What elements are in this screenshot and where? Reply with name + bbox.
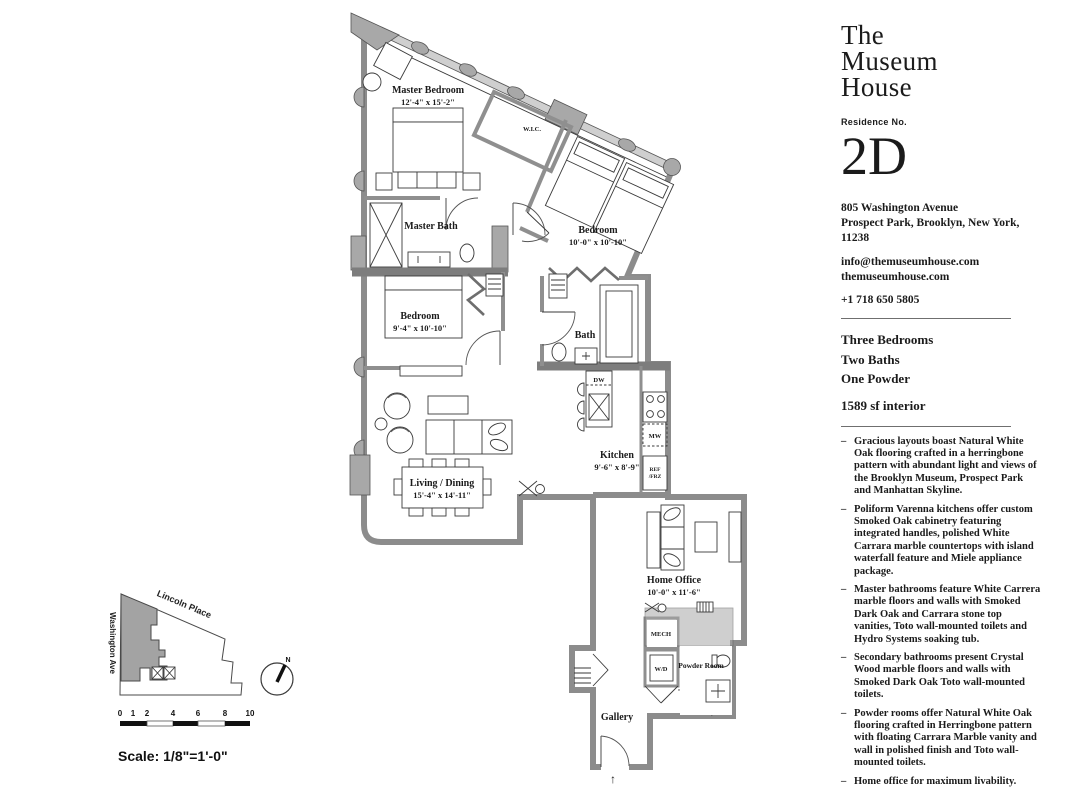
summary-bedrooms: Three Bedrooms (841, 332, 934, 347)
feature-text: Gracious layouts boast Natural White Oak flooring crafted in a herringbone pattern with abundant light and views of the Brooklyn Museum, Prospect Park and Manhattan Skyline. (854, 435, 1037, 497)
building-name: The Museum House (841, 20, 938, 102)
bullet-dash: – (841, 652, 847, 663)
scale-caption: Scale: 1/8"=1'-0" (118, 748, 228, 764)
feature-list (841, 435, 1041, 789)
room-dims-home-office: 10'-0" x 11'-6" (647, 587, 701, 597)
room-label-powder-room: Powder Room (678, 661, 724, 670)
bullet-dash: – (841, 435, 847, 447)
scale-tick-2: 2 (144, 709, 150, 718)
room-dims-living-dining: 15'-4" x 14'-11" (413, 490, 471, 500)
feature-item (841, 436, 1041, 498)
bullet-dash: – (841, 583, 847, 595)
room-dims-bedroom3: 9'-4" x 10'-10" (393, 323, 447, 333)
divider (841, 426, 1011, 427)
scale-tick-8: 8 (222, 709, 228, 718)
room-label-kitchen: Kitchen (600, 450, 634, 461)
room-label-wic: W.I.C. (522, 126, 542, 133)
room-label-bath: Bath (574, 330, 596, 341)
bullet-dash: – (841, 503, 847, 515)
feature-text: Master bathrooms feature White Carrera marble floors and walls with Smoked Dark Oak and Carrara stone top vanities, Toto wall-mounted toilets and Hydro Systems soaking tub. (854, 583, 1041, 645)
feature-text: Secondary bathrooms present Crystal Wood marble floors and walls with Smoked Dark Oak Toto wall-mounted toilets. (854, 652, 1025, 701)
appliance-label-frz: /FRZ (648, 474, 662, 480)
home-office-furniture (647, 505, 741, 570)
divider (841, 318, 1011, 319)
contact-phone: +1 718 650 5805 (841, 294, 920, 306)
info-sidebar (841, 20, 1041, 794)
scale-tick-10: 10 (245, 709, 255, 718)
compass-north-label: N (285, 657, 291, 664)
street-label-lincoln-place: Lincoln Place (155, 588, 213, 621)
entry-arrow: ↑ (610, 772, 616, 786)
feature-text: Poliform Varenna kitchens offer custom Smoked Oak cabinetry featuring integrated handles, polished White Carrara marble countertops with island waterfall feature and Miele appliance package. (854, 503, 1034, 577)
appliance-label-dw: DW (593, 377, 605, 384)
room-label-bedroom3: Bedroom (400, 311, 440, 322)
closet-doors (468, 268, 619, 686)
residence-number: 2D (841, 126, 907, 186)
address-line1: 805 Washington Avenue (841, 202, 959, 214)
room-label-master-bath: Master Bath (404, 221, 458, 232)
feature-item (841, 504, 1041, 578)
room-label-mech: MECH (650, 631, 672, 638)
appliance-label-ref: REF (649, 467, 661, 473)
scale-bar (118, 709, 255, 726)
scale-tick-4: 4 (170, 709, 176, 718)
compass (261, 657, 293, 695)
room-dims-master-bedroom: 12'-4" x 15'-2" (401, 97, 455, 107)
scale-tick-1: 1 (130, 709, 136, 718)
address-line2: Prospect Park, Brooklyn, New York, 11238 (841, 217, 1020, 244)
scale-tick-0: 0 (117, 709, 123, 718)
scale-tick-6: 6 (195, 709, 201, 718)
bullet-dash: – (841, 707, 847, 719)
contact-email: info@themuseumhouse.com (841, 256, 980, 268)
room-label-home-office: Home Office (646, 575, 702, 586)
master-bath-fixtures (370, 203, 474, 267)
room-dims-bedroom2: 10'-0" x 10'-10" (568, 237, 628, 247)
room-dims-kitchen: 9'-6" x 8'-9" (594, 462, 640, 472)
room-label-bedroom2: Bedroom (578, 225, 618, 236)
contact-website: themuseumhouse.com (841, 271, 950, 283)
room-label-wd: W/D (654, 666, 668, 673)
feature-text: Home office for maximum livability. (854, 775, 1017, 787)
street-label-washington-ave: Washington Ave (108, 612, 117, 674)
interior-area: 1589 sf interior (841, 397, 926, 413)
residence-no-label: Residence No. (841, 117, 907, 127)
feature-item (841, 652, 1041, 702)
room-label-living-dining: Living / Dining (409, 478, 475, 489)
site-map (108, 588, 293, 764)
summary-baths: Two Baths (841, 351, 900, 367)
feature-item (841, 584, 1041, 646)
summary-powder: One Powder (841, 371, 910, 386)
room-label-master-bedroom: Master Bedroom (391, 85, 465, 96)
feature-item (841, 776, 1041, 788)
room-label-gallery: Gallery (600, 712, 634, 723)
unit-floorplan (350, 13, 744, 786)
appliance-label-mw: MW (648, 433, 662, 440)
feature-text: Powder rooms offer Natural White Oak flooring crafted in Herringbone pattern with floating Carrara Marble vanity and wall in polished finish and Toto wall-mounted toilets. (854, 707, 1037, 769)
bullet-dash: – (841, 775, 847, 787)
feature-item (841, 708, 1041, 770)
